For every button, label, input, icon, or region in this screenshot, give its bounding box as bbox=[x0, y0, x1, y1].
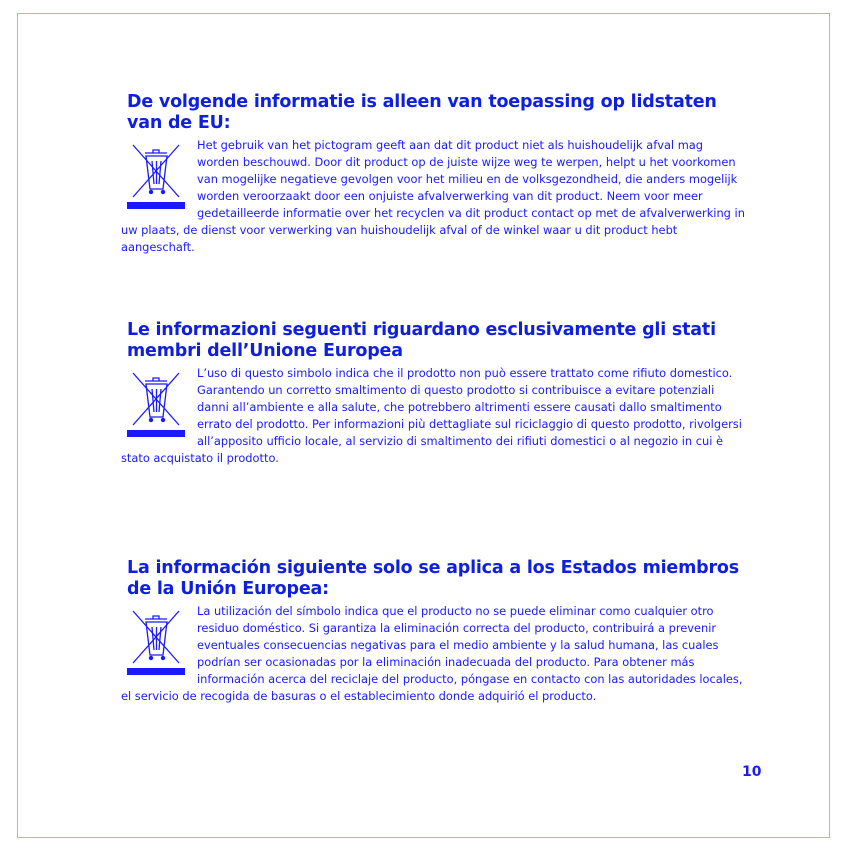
section-body: Het gebruik van het pictogram geeft aan dat dit product niet als huishoudelijk afval mag worden beschouwd. Door dit product op de juiste wijze weg te werpen, helpt u het voorkomen van mogelijke negatieve gevolgen voor het milieu en de volksgezondheid, die anders mogelijk worden veroorzaakt door een onjuiste afvalverwerking van dit product. Neem voor meer gedetailleerde informatie over het recyclen va dit product contact op met de afvalverwerking in uw plaats, de dienst voor verwerking van huishoudelijk afval of de winkel waar u dit product hebt aangeschaft. bbox=[121, 138, 745, 254]
section-heading: Le informazioni seguenti riguardano esclusivamente gli stati membri dell’Unione Europea bbox=[127, 320, 716, 361]
section-heading: La información siguiente solo se aplica a los Estados miembros de la Unión Europea: bbox=[127, 558, 739, 599]
weee-crossed-bin-icon bbox=[127, 605, 185, 677]
weee-crossed-bin-icon bbox=[127, 139, 185, 211]
section-body: L’uso di questo simbolo indica che il prodotto non può essere trattato come rifiuto domestico. Garantendo un corretto smaltimento di questo prodotto si contribuisce a evitare potenziali danni all’ambiente e alla salute, che potrebbero altrimenti essere causati dallo smaltimento errato del prodotto. Per informazioni più dettagliate sul riciclaggio di questo prodotto, rivolgersi all’apposito ufficio locale, al servizio di smaltimento dei rifiuti domestici o al negozio in cui è stato acquistato il prodotto. bbox=[121, 366, 742, 465]
section-spanish bbox=[121, 558, 746, 705]
page-number: 10 bbox=[742, 764, 762, 780]
section-dutch bbox=[121, 92, 746, 256]
section-heading: De volgende informatie is alleen van toepassing op lidstaten van de EU: bbox=[127, 92, 717, 133]
weee-crossed-bin-icon bbox=[127, 367, 185, 439]
section-italian bbox=[121, 320, 746, 467]
section-body: La utilización del símbolo indica que el producto no se puede eliminar como cualquier otro residuo doméstico. Si garantiza la eliminación correcta del producto, contribuirá a prevenir eventuales consecuencias negativas para el medio ambiente y la salud humana, las cuales podrían ser ocasionadas por la eliminación inadecuada del producto. Para obtener más información acerca del reciclaje del producto, póngase en contacto con las autoridades locales, el servicio de recogida de basuras o el establecimiento donde adquirió el producto. bbox=[121, 604, 743, 703]
